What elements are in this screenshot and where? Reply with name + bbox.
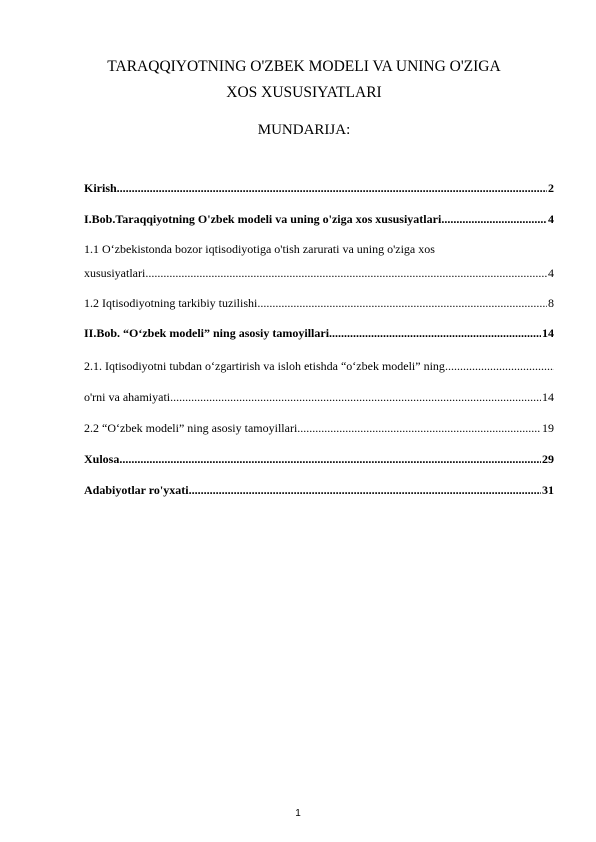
toc-entry-label: 1.2 Iqtisodiyotning tarkibiy tuzilishi <box>84 296 258 310</box>
toc-entry-section-1-1-line-2 <box>84 266 554 280</box>
toc-entry-label: Kirish <box>84 181 117 195</box>
dot-leader <box>119 452 541 466</box>
toc-entry-section-1-2 <box>84 296 554 310</box>
toc-entry-page: 29 <box>542 452 554 466</box>
toc-entry-label: 2.1. Iqtisodiyotni tubdan oʻzgartirish va isloh etishda “oʻzbek modeli” ning <box>84 359 445 373</box>
contents-heading: MUNDARIJA: <box>257 122 351 138</box>
dot-leader <box>441 212 547 226</box>
toc-entry-section-2-2 <box>84 421 554 435</box>
dot-leader <box>297 421 541 435</box>
toc-entry-label: 2.2 “Oʻzbek modeli” ning asosiy tamoyillari <box>84 421 298 435</box>
toc-entry-page: 14 <box>542 326 554 340</box>
document-title-line-1: TARAQQIYOTNING O'ZBEK MODELI VA UNING O'ZIGA <box>107 58 501 75</box>
toc-entry-xulosa <box>84 452 554 466</box>
dot-leader <box>170 390 541 404</box>
toc-entry-section-2-1-line-1 <box>84 359 554 373</box>
toc-entry-label: o'rni va ahamiyati <box>84 390 171 404</box>
dot-leader <box>189 483 541 497</box>
toc-entry-bob-1 <box>84 212 554 226</box>
toc-entry-label: I.Bob.Taraqqiyotning O'zbek modeli va uning o'ziga xos xususiyatlari <box>84 212 442 226</box>
dot-leader <box>329 326 541 340</box>
dot-leader <box>445 359 554 373</box>
toc-entry-section-2-1-line-2 <box>84 390 554 404</box>
toc-entry-label: II.Bob. “Oʻzbek modeli” ning asosiy tamoyillari <box>84 326 330 340</box>
toc-entry-adabiyotlar <box>84 483 554 497</box>
toc-entry-section-1-1-line-1: 1.1 Oʻzbekistonda bozor iqtisodiyotiga o'tish zarurati va uning o'ziga xos <box>84 242 435 256</box>
toc-entry-label: Adabiyotlar ro'yxati <box>84 483 189 497</box>
toc-entry-page: 31 <box>542 483 554 497</box>
toc-entry-label: xususiyatlari <box>84 266 146 280</box>
toc-entry-page: 8 <box>548 296 554 310</box>
toc-entry-kirish <box>84 181 554 195</box>
dot-leader <box>117 181 547 195</box>
page-number: 1 <box>295 808 301 819</box>
toc-entry-label: Xulosa <box>84 452 120 466</box>
toc-entry-page: 14 <box>542 390 554 404</box>
toc-entry-page: 19 <box>542 421 554 435</box>
toc-entry-page: 4 <box>548 266 554 280</box>
toc-entry-bob-2 <box>84 326 554 340</box>
dot-leader <box>145 266 547 280</box>
dot-leader <box>257 296 547 310</box>
toc-entry-page: 2 <box>548 181 554 195</box>
document-title-line-2: XOS XUSUSIYATLARI <box>226 84 382 101</box>
toc-entry-page: 4 <box>548 212 554 226</box>
